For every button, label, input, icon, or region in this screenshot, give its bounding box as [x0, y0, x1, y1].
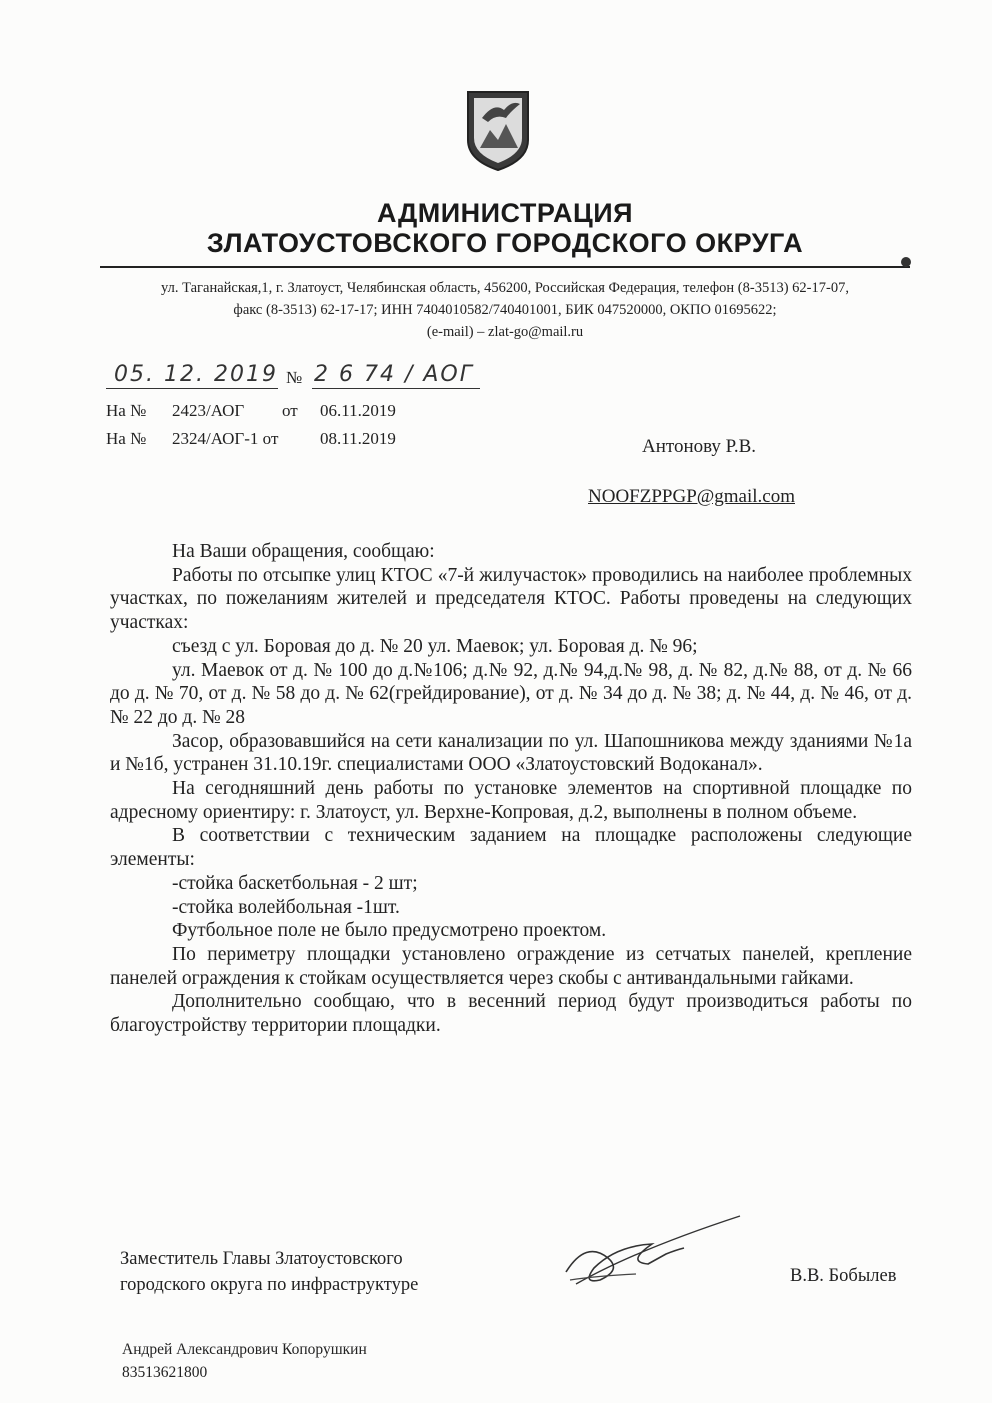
date-underline [106, 388, 278, 389]
ink-blot-icon [896, 252, 920, 272]
registration-number: 2 6 74 / АОГ [314, 362, 474, 387]
signer-title-line2: городского округа по инфраструктуре [120, 1275, 419, 1295]
handwritten-signature-icon [556, 1210, 746, 1290]
signer-title-line1: Заместитель Главы Златоустовского [120, 1249, 403, 1269]
body-paragraph: На сегодняшний день работы по установке элементов на спортивной площадке по адресному ориентиру: г. Златоуст, ул. Верхне-Копровая, д.2, выполнены в полном объеме. [110, 778, 912, 823]
contact-line3: (e-mail) – zlat-go@mail.ru [426, 324, 584, 340]
body-paragraph: В соответствии с техническим заданием на площадке расположены следующие элементы: [110, 825, 912, 871]
body-paragraph: -стойка баскетбольная - 2 шт; [172, 872, 418, 894]
reference-from: от [282, 401, 298, 420]
reference-number: 2324/АОГ-1 от [172, 429, 279, 448]
body-paragraph: съезд с ул. Боровая до д. № 20 ул. Маевок; ул. Боровая д. № 96; [172, 635, 698, 657]
number-underline [312, 388, 480, 389]
org-title-line2: ЗЛАТОУСТОВСКОГО ГОРОДСКОГО ОКРУГА [206, 228, 804, 258]
body-paragraph: По периметру площадки установлено ограждение из сетчатых панелей, крепление панелей ограждения к стойкам осуществляется через скобы с антивандальными гайками. [110, 943, 912, 989]
letter-body [110, 540, 912, 1038]
city-crest-icon [464, 88, 532, 172]
executor-info [122, 1338, 367, 1384]
reference-label: На № [106, 429, 147, 448]
signer-name: В.В. Бобылев [790, 1266, 897, 1286]
body-paragraph: Засор, образовавшийся на сети канализации по ул. Шапошникова между зданиями №1а и №1б, устранен 31.10.19г. специалистами ООО «Златоустовский Водоканал». [110, 730, 912, 776]
reference-date: 08.11.2019 [320, 429, 396, 448]
contact-line2: факс (8-3513) 62-17-17; ИНН 7404010582/740401001, БИК 047520000, ОКПО 01695622; [233, 302, 777, 318]
reference-line [106, 429, 396, 449]
recipient-name: Антонову Р.В. [642, 436, 757, 457]
body-paragraph: ул. Маевок от д. № 100 до д.№106; д.№ 92, д.№ 94,д.№ 98, д. № 82, д.№ 88, от д. № 66 до д. № 70, от д. № 58 до д. № 62(грейдирование), от д. № 34 до д. № 38; д. № 44, д. № 46, от д. № 22 до д. № 28 [110, 659, 912, 728]
org-title-line1: АДМИНИСТРАЦИЯ [376, 198, 634, 228]
reference-number: 2423/АОГ [172, 401, 245, 420]
reference-line [106, 401, 396, 421]
body-paragraph: Дополнительно сообщаю, что в весенний период будут производиться работы по благоустройству территории площадки. [110, 991, 912, 1037]
body-paragraph: Работы по отсыпке улиц КТОС «7-й жилучасток» проводились на наиболее проблемных участках, по пожеланиям жителей и председателя КТОС. Работы проведены на следующих участках: [110, 564, 912, 634]
signer-title [120, 1246, 418, 1298]
reference-date: 06.11.2019 [320, 401, 396, 420]
body-paragraph: -стойка волейбольная -1шт. [172, 896, 400, 918]
registration-date: 05. 12. 2019 [114, 362, 278, 387]
body-paragraph: Футбольное поле не было предусмотрено проектом. [172, 920, 607, 942]
registration-line [106, 362, 486, 392]
contact-line1: ул. Таганайская,1, г. Златоуст, Челябинская область, 456200, Российская Федерация, телефон (8-3513) 62-17-07, [161, 280, 849, 296]
recipient-email-link[interactable]: NOOFZPPGP@gmail.com [588, 486, 795, 507]
executor-name: Андрей Александрович Копорушкин [122, 1341, 367, 1358]
header-divider [100, 266, 910, 268]
executor-phone: 83513621800 [122, 1364, 208, 1381]
body-paragraph: На Ваши обращения, сообщаю: [172, 541, 435, 562]
registration-number-sign: № [286, 368, 303, 387]
reference-label: На № [106, 401, 147, 420]
